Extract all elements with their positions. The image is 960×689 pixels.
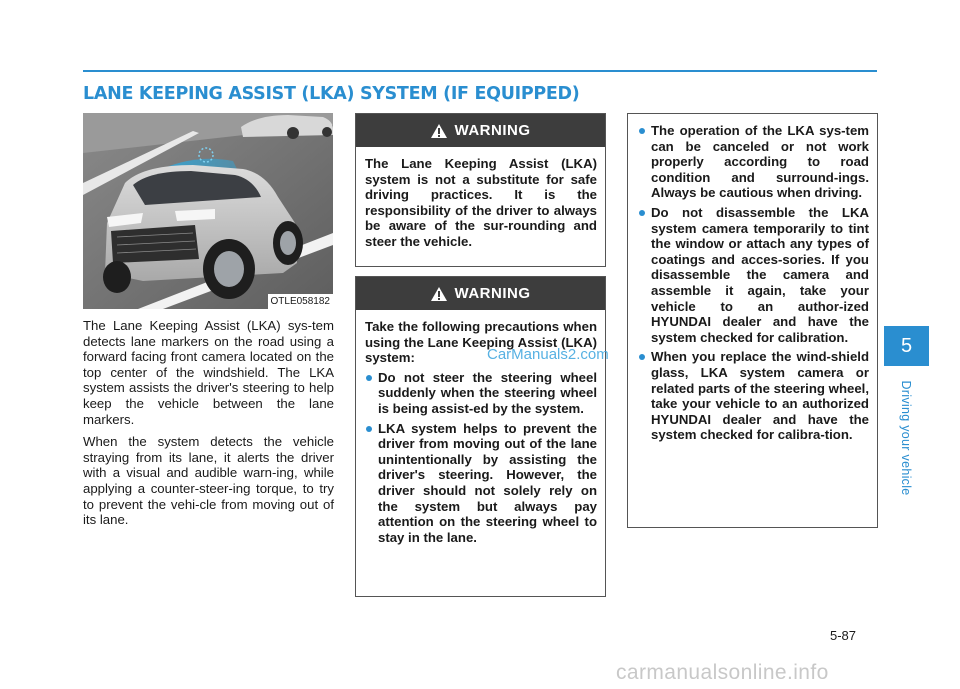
warning-box-2 [355, 276, 606, 597]
body-paragraph: The Lane Keeping Assist (LKA) sys-tem detects lane markers on the road using a forward facing front camera located on the top center of the windshield. The LKA system assists the driver's steering to help keep the vehicle between the lane markers. [83, 318, 334, 427]
warning-header [356, 277, 605, 310]
warning-bullet: Do not steer the steering wheel suddenly when the steering wheel is being assist-ed by the system. [365, 370, 597, 417]
chapter-number-tab: 5 [884, 326, 929, 366]
caution-bullet-list [628, 114, 877, 443]
body-paragraph: When the system detects the vehicle straying from its lane, it alerts the driver with a visual and audible warn-ing, while applying a counter-steer-ing torque, to try to prevent the vehi-cle from moving out of its lane. [83, 434, 334, 528]
warning-triangle-icon [431, 124, 447, 138]
body-text [83, 318, 334, 535]
warning-bullet-list [365, 370, 597, 546]
page-title: LANE KEEPING ASSIST (LKA) SYSTEM (IF EQUIPPED) [83, 84, 580, 104]
site-watermark: CarManuals2.com [487, 346, 609, 363]
figure-code: OTLE058182 [268, 294, 334, 309]
caution-bullet: When you replace the wind-shield glass, LKA system camera or related parts of the steering wheel, take your vehicle to an authorized HYUNDAI dealer and have the system checked for calibra-tion. [638, 349, 869, 443]
chapter-label: Driving your vehicle [899, 380, 913, 496]
warning-label: WARNING [454, 285, 531, 302]
footer-watermark: carmanualsonline.info [616, 661, 829, 684]
warning-text: The Lane Keeping Assist (LKA) system is not a substitute for safe driving practices. It is the responsibility of the driver to always be aware of the sur-rounding and steer the vehicle. [365, 156, 597, 249]
caution-bullet: The operation of the LKA sys-tem can be canceled or not work properly according to road condition and surround-ings. Always be cautious when driving. [638, 123, 869, 201]
warning-bullet: LKA system helps to prevent the driver from moving out of the lane unintentionally by assisting the driver's steering. However, the driver should not solely rely on the system but always pay attention on the steering wheel to stay in the lane. [365, 421, 597, 546]
lka-illustration-image [83, 113, 333, 309]
lka-illustration [83, 113, 333, 309]
warning-label: WARNING [454, 122, 531, 139]
page-number: 5-87 [830, 628, 857, 643]
warning-box-1 [355, 113, 606, 267]
warning-body [356, 147, 605, 250]
warning-triangle-icon [431, 287, 447, 301]
header-rule [83, 70, 877, 72]
warning-header [356, 114, 605, 147]
warning-intro: Take the following precautions when using the Lane Keeping Assist (LKA) system: [365, 319, 597, 366]
caution-bullet: Do not disassemble the LKA system camera temporarily to tint the window or attach any types of coatings and acces-sories. If you disassemble the camera and assemble it again, take your vehicle to an author-ized HYUNDAI dealer and have the system checked for calibration. [638, 205, 869, 345]
caution-box [627, 113, 878, 528]
